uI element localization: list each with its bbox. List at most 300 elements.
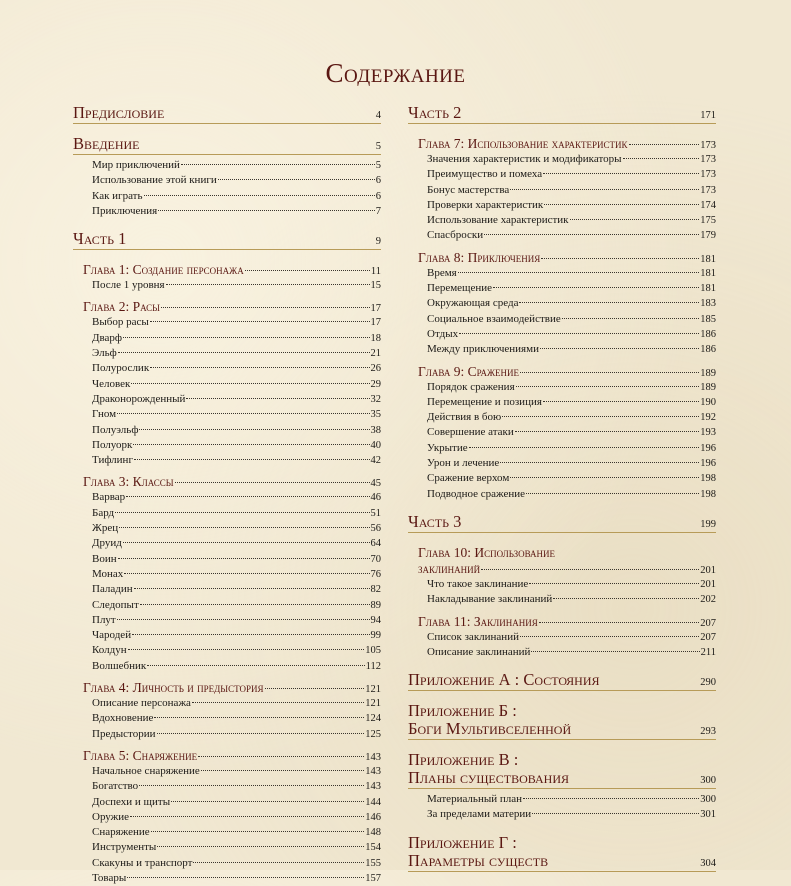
leader-dots xyxy=(529,583,699,584)
leader-dots xyxy=(186,398,369,399)
toc-entry[interactable] xyxy=(427,281,716,296)
toc-page-number: 121 xyxy=(365,698,381,710)
toc-chapter-11[interactable] xyxy=(418,614,716,630)
toc-entry[interactable] xyxy=(427,312,716,327)
toc-entry[interactable] xyxy=(92,521,381,536)
toc-entry-list xyxy=(408,577,716,608)
toc-entry[interactable] xyxy=(427,327,716,342)
leader-dots xyxy=(118,558,370,559)
toc-chapter-3[interactable] xyxy=(83,474,381,490)
toc-page-number: 5 xyxy=(375,160,381,171)
toc-chapter-8[interactable] xyxy=(418,250,716,266)
leader-dots xyxy=(539,622,700,623)
toc-entry-label: Следопыт xyxy=(92,598,139,611)
toc-page-number: 46 xyxy=(370,492,381,504)
toc-chapter-label-line1 xyxy=(418,545,716,561)
toc-entry[interactable] xyxy=(92,392,381,407)
toc-page-number: 193 xyxy=(700,427,716,439)
toc-page-number: 105 xyxy=(365,645,381,657)
toc-page-number: 121 xyxy=(365,684,381,696)
toc-page-number: 99 xyxy=(370,630,381,642)
toc-page-number: 198 xyxy=(700,473,716,485)
toc-entry-label: Использование этой книги xyxy=(92,174,217,187)
toc-entry-label: Действия в бою xyxy=(427,411,502,424)
toc-entry-label: Между приключениями xyxy=(427,343,539,356)
leader-dots xyxy=(484,234,699,235)
toc-entry[interactable] xyxy=(427,296,716,311)
toc-entry-list xyxy=(73,490,381,674)
leader-dots xyxy=(157,846,364,847)
toc-part-2[interactable] xyxy=(408,104,716,124)
toc-appendix-a[interactable] xyxy=(408,671,716,691)
toc-entry[interactable] xyxy=(92,795,381,810)
toc-entry[interactable] xyxy=(427,487,716,502)
toc-entry[interactable] xyxy=(92,582,381,597)
toc-page-number: 181 xyxy=(700,253,716,265)
toc-entry[interactable] xyxy=(427,152,716,167)
toc-part-1[interactable] xyxy=(73,230,381,250)
toc-entry[interactable] xyxy=(427,380,716,395)
toc-page-number: 155 xyxy=(365,857,381,869)
toc-entry-label: Время xyxy=(427,266,457,279)
toc-right-column xyxy=(408,104,716,872)
toc-entry[interactable] xyxy=(92,377,381,392)
toc-chapter-4[interactable] xyxy=(83,680,381,696)
leader-dots xyxy=(150,321,370,322)
toc-entry-label: Спасброски xyxy=(427,229,484,242)
toc-entry-list xyxy=(408,152,716,244)
toc-entry-label: Совершение атаки xyxy=(427,426,514,439)
leader-dots xyxy=(493,287,699,288)
leader-dots xyxy=(126,496,369,497)
toc-page-number: 171 xyxy=(700,110,716,121)
toc-page-number: 143 xyxy=(365,765,381,777)
toc-page-number: 202 xyxy=(700,594,716,606)
toc-page-number: 293 xyxy=(700,726,716,738)
leader-dots xyxy=(201,770,364,771)
toc-entry[interactable] xyxy=(427,213,716,228)
toc-entry[interactable] xyxy=(92,613,381,628)
toc-page-number: 154 xyxy=(365,842,381,854)
toc-entry[interactable] xyxy=(92,315,381,330)
toc-entry[interactable] xyxy=(427,592,716,607)
leader-dots xyxy=(481,569,699,570)
toc-entry-label: Мир приключений xyxy=(92,159,180,171)
toc-entry-label: Товары xyxy=(92,871,127,884)
toc-entry-label: Снаряжение xyxy=(92,826,150,839)
toc-entry[interactable] xyxy=(92,727,381,742)
toc-entry-label: Описание заклинаний xyxy=(427,645,531,658)
toc-entry-label: После 1 уровня xyxy=(92,279,165,292)
toc-heading-label: Часть 3 xyxy=(408,511,462,531)
toc-page-number: 56 xyxy=(370,523,381,535)
toc-page-number: 15 xyxy=(370,280,381,292)
toc-page-number: 143 xyxy=(365,751,381,763)
leader-dots xyxy=(132,634,369,635)
toc-entry[interactable] xyxy=(92,659,381,674)
leader-dots xyxy=(181,164,375,165)
toc-entry[interactable] xyxy=(92,346,381,361)
toc-entry-label: Чародей xyxy=(92,629,132,642)
toc-page-number: 174 xyxy=(700,199,716,211)
toc-page-number: 189 xyxy=(700,367,716,379)
toc-entry-label: Полурослик xyxy=(92,362,150,375)
toc-entry[interactable] xyxy=(92,567,381,582)
leader-dots xyxy=(134,588,370,589)
toc-entry[interactable] xyxy=(427,441,716,456)
toc-page-number: 196 xyxy=(700,458,716,470)
leader-dots xyxy=(519,302,699,303)
toc-entry[interactable] xyxy=(92,696,381,711)
leader-dots xyxy=(265,688,365,689)
toc-entry[interactable] xyxy=(92,438,381,453)
toc-page-number: 38 xyxy=(370,424,381,436)
toc-page-number: 173 xyxy=(700,184,716,196)
toc-entry-label: Бард xyxy=(92,506,115,519)
leader-dots xyxy=(629,144,700,145)
toc-heading-label: Параметры существ xyxy=(408,850,549,870)
toc-appendix-b[interactable] xyxy=(408,702,716,740)
toc-entry[interactable] xyxy=(427,577,716,592)
toc-entry[interactable] xyxy=(427,266,716,281)
toc-entry[interactable] xyxy=(92,204,381,219)
leader-dots xyxy=(175,482,370,483)
toc-chapter-9[interactable] xyxy=(418,364,716,380)
toc-chapter-label: Глава 8: Приключения xyxy=(418,249,541,265)
toc-entry-label: Волшебник xyxy=(92,659,147,672)
leader-dots xyxy=(166,284,370,285)
leader-dots xyxy=(245,270,370,271)
toc-page-number: 304 xyxy=(700,857,716,869)
leader-dots xyxy=(540,348,699,349)
toc-entry-list xyxy=(73,696,381,742)
toc-page-number: 196 xyxy=(700,442,716,454)
leader-dots xyxy=(127,877,364,878)
toc-entry-label: Описание персонажа xyxy=(92,697,191,710)
leader-dots xyxy=(131,383,369,384)
toc-entry-label: Полуорк xyxy=(92,438,133,451)
toc-entry[interactable] xyxy=(92,840,381,855)
toc-foreword[interactable] xyxy=(73,104,381,124)
toc-entry-list xyxy=(408,266,716,358)
toc-page-number: 211 xyxy=(700,646,716,658)
toc-entry[interactable] xyxy=(427,792,716,807)
toc-entry-label: Оружие xyxy=(92,810,130,823)
toc-entry-label: Варвар xyxy=(92,491,126,504)
leader-dots xyxy=(123,337,369,338)
toc-entry[interactable] xyxy=(92,871,381,886)
toc-page-number: 5 xyxy=(375,141,381,152)
toc-entry[interactable] xyxy=(92,536,381,551)
toc-chapter-label: Глава 9: Сражение xyxy=(418,363,520,379)
toc-heading-label: Часть 2 xyxy=(408,103,462,122)
toc-entry-label: За пределами материи xyxy=(427,808,532,821)
toc-page-number: 70 xyxy=(370,553,381,565)
leader-dots xyxy=(147,665,364,666)
toc-chapter-10[interactable] xyxy=(408,545,716,577)
toc-entry[interactable] xyxy=(92,764,381,779)
toc-entry[interactable] xyxy=(427,228,716,243)
toc-entry-label: Человек xyxy=(92,377,131,390)
toc-entry-label: Сражение верхом xyxy=(427,472,510,485)
toc-entry[interactable] xyxy=(427,425,716,440)
leader-dots xyxy=(469,447,700,448)
leader-dots xyxy=(117,413,369,414)
toc-page-number: 201 xyxy=(700,578,716,590)
toc-entry-label: Жрец xyxy=(92,522,119,535)
toc-entry-label: Приключения xyxy=(92,204,158,217)
toc-appendix-d[interactable] xyxy=(408,834,716,872)
toc-entry-label: Перемещение и позиция xyxy=(427,395,542,408)
leader-dots xyxy=(553,598,699,599)
leader-dots xyxy=(500,462,699,463)
toc-entry[interactable] xyxy=(427,630,716,645)
toc-heading-label: Предисловие xyxy=(73,103,165,122)
leader-dots xyxy=(515,431,699,432)
leader-dots xyxy=(192,702,364,703)
toc-entry[interactable] xyxy=(427,342,716,357)
toc-page-number: 89 xyxy=(370,599,381,611)
leader-dots xyxy=(119,527,369,528)
toc-page-number: 124 xyxy=(365,713,381,725)
toc-chapter-5[interactable] xyxy=(83,748,381,764)
leader-dots xyxy=(117,619,370,620)
toc-heading-label: Введение xyxy=(73,134,140,153)
leader-dots xyxy=(218,179,375,180)
leader-dots xyxy=(510,477,699,478)
toc-entry-label: Урон и лечение xyxy=(427,457,500,470)
toc-entry[interactable] xyxy=(92,423,381,438)
toc-page-number: 94 xyxy=(370,614,381,626)
toc-chapter-label: Глава 1: Создание персонажа xyxy=(83,262,244,278)
leader-dots xyxy=(458,272,700,273)
leader-dots xyxy=(161,307,369,308)
toc-entry-label: Порядок сражения xyxy=(427,380,515,393)
toc-page-number: 51 xyxy=(370,507,381,519)
toc-entry-list xyxy=(73,764,381,886)
toc-chapter-label: заклинаний xyxy=(418,560,481,576)
toc-entry[interactable] xyxy=(92,407,381,422)
toc-entry-label: Полуэльф xyxy=(92,423,139,436)
toc-page-number: 29 xyxy=(370,378,381,390)
toc-entry[interactable] xyxy=(92,856,381,871)
toc-chapter-label: Глава 11: Заклинания xyxy=(418,613,538,629)
toc-chapter-1[interactable] xyxy=(83,262,381,278)
toc-entry-label: Тифлинг xyxy=(92,454,133,467)
toc-page-number: 192 xyxy=(700,412,716,424)
toc-entry[interactable] xyxy=(92,643,381,658)
toc-entry-label: Что такое заклинание xyxy=(427,577,529,590)
leader-dots xyxy=(130,816,364,817)
leader-dots xyxy=(544,204,699,205)
toc-chapter-label: Глава 7: Использование характеристик xyxy=(418,136,628,151)
leader-dots xyxy=(139,785,364,786)
toc-entry[interactable] xyxy=(92,490,381,505)
toc-heading-label: Приложение В : xyxy=(408,750,519,770)
toc-entry[interactable] xyxy=(427,167,716,182)
toc-entry[interactable] xyxy=(92,453,381,468)
toc-page-number: 181 xyxy=(700,283,716,295)
leader-dots xyxy=(133,444,369,445)
toc-page-number: 185 xyxy=(700,313,716,325)
toc-page-number: 7 xyxy=(375,205,381,217)
toc-page-number: 186 xyxy=(700,344,716,356)
leader-dots xyxy=(562,318,700,319)
toc-entry[interactable] xyxy=(92,278,381,293)
toc-entry[interactable] xyxy=(92,506,381,521)
toc-entry-label: Проверки характеристик xyxy=(427,198,544,211)
toc-page-number: 144 xyxy=(365,796,381,808)
leader-dots xyxy=(150,367,369,368)
toc-appendix-c[interactable] xyxy=(408,751,716,789)
toc-page-number: 290 xyxy=(700,677,716,689)
toc-entry[interactable] xyxy=(92,361,381,376)
toc-page-number: 198 xyxy=(700,488,716,500)
toc-page-number: 112 xyxy=(365,660,381,672)
leader-dots xyxy=(523,798,699,799)
toc-page-number: 186 xyxy=(700,328,716,340)
toc-entry[interactable] xyxy=(92,779,381,794)
leader-dots xyxy=(171,801,364,802)
toc-part-3[interactable] xyxy=(408,513,716,533)
leader-dots xyxy=(459,333,699,334)
page-title: Содержание xyxy=(325,58,466,88)
leader-dots xyxy=(543,401,699,402)
toc-chapter-label-line2 xyxy=(418,561,716,577)
toc-chapter-2[interactable] xyxy=(83,299,381,315)
toc-chapter-label: Глава 3: Классы xyxy=(83,474,174,490)
leader-dots xyxy=(151,831,365,832)
toc-page-number: 18 xyxy=(370,332,381,344)
leader-dots xyxy=(193,862,364,863)
leader-dots xyxy=(158,210,375,211)
leader-dots xyxy=(532,813,699,814)
toc-chapter-label: Глава 10: Использование xyxy=(418,544,556,560)
toc-entry-list xyxy=(73,278,381,293)
toc-entry-label: Окружающая среда xyxy=(427,297,519,310)
toc-entry-label: Выбор расы xyxy=(92,316,149,329)
toc-entry-label: Перемещение xyxy=(427,282,493,295)
toc-entry[interactable] xyxy=(427,395,716,410)
toc-entry[interactable] xyxy=(92,825,381,840)
toc-page-number: 181 xyxy=(700,267,716,279)
toc-heading-label: Боги Мультивселенной xyxy=(408,719,572,739)
leader-dots xyxy=(123,542,370,543)
toc-entry-label: Плут xyxy=(92,613,116,626)
leader-dots xyxy=(124,573,369,574)
toc-page-number: 82 xyxy=(370,584,381,596)
toc-entry-label: Преимущество и помеха xyxy=(427,168,543,181)
toc-entry[interactable] xyxy=(427,807,716,822)
toc-page-number: 35 xyxy=(370,409,381,421)
toc-page-number: 157 xyxy=(365,872,381,884)
toc-page-number: 148 xyxy=(365,827,381,839)
toc-page-number: 300 xyxy=(700,775,716,787)
leader-dots xyxy=(198,756,364,757)
leader-dots xyxy=(526,493,699,494)
toc-page-number: 26 xyxy=(370,363,381,375)
leader-dots xyxy=(570,219,700,220)
toc-heading-label: Приложение А : Состояния xyxy=(408,670,600,690)
toc-entry-list xyxy=(73,158,381,219)
toc-entry[interactable] xyxy=(92,598,381,613)
toc-page-number: 9 xyxy=(375,236,381,248)
toc-page-number: 201 xyxy=(700,564,716,576)
toc-entry-label: Монах xyxy=(92,567,124,580)
toc-page-number: 190 xyxy=(700,396,716,408)
toc-page-number: 40 xyxy=(370,439,381,451)
toc-entry[interactable] xyxy=(427,456,716,471)
toc-introduction[interactable] xyxy=(73,135,381,155)
leader-dots xyxy=(541,258,699,259)
toc-entry-label: Бонус мастерства xyxy=(427,183,510,196)
toc-page-number: 207 xyxy=(700,631,716,643)
leader-dots xyxy=(144,195,375,196)
toc-heading-label: Приложение Б : xyxy=(408,701,517,721)
toc-page-number: 11 xyxy=(370,266,381,278)
toc-entry[interactable] xyxy=(92,628,381,643)
leader-dots xyxy=(115,512,369,513)
toc-entry[interactable] xyxy=(92,158,381,173)
leader-dots xyxy=(520,636,699,637)
toc-page-number: 76 xyxy=(370,568,381,580)
leader-dots xyxy=(140,604,370,605)
toc-page-number: 17 xyxy=(370,317,381,329)
toc-entry[interactable] xyxy=(427,645,716,660)
leader-dots xyxy=(139,429,369,430)
toc-page-number: 179 xyxy=(700,230,716,242)
toc-chapter-label: Глава 2: Расы xyxy=(83,299,161,315)
toc-page-number: 207 xyxy=(700,617,716,629)
toc-entry-label: Скакуны и транспорт xyxy=(92,856,193,869)
toc-page-number: 143 xyxy=(365,781,381,793)
toc-entry[interactable] xyxy=(92,552,381,567)
toc-entry-label: Паладин xyxy=(92,583,133,596)
toc-entry-label: Богатство xyxy=(92,780,139,793)
toc-entry-label: Вдохновение xyxy=(92,712,154,725)
toc-entry[interactable] xyxy=(92,711,381,726)
toc-page-number: 125 xyxy=(365,728,381,740)
toc-entry-label: Использование характеристик xyxy=(427,214,569,227)
toc-entry[interactable] xyxy=(427,183,716,198)
toc-entry-label: Друид xyxy=(92,537,122,550)
toc-entry-label: Укрытие xyxy=(427,441,468,454)
toc-page-number: 45 xyxy=(370,478,381,490)
toc-entry-label: Как играть xyxy=(92,189,143,202)
toc-entry-label: Инструменты xyxy=(92,841,157,854)
toc-entry[interactable] xyxy=(92,189,381,204)
toc-entry-label: Начальное снаряжение xyxy=(92,764,200,777)
toc-entry-list xyxy=(408,380,716,502)
toc-entry[interactable] xyxy=(92,810,381,825)
toc-entry-label: Значения характеристик и модификаторы xyxy=(427,153,622,165)
toc-entry-label: Материальный план xyxy=(427,793,522,806)
toc-entry[interactable] xyxy=(92,331,381,346)
toc-entry[interactable] xyxy=(427,471,716,486)
toc-page-number: 4 xyxy=(375,110,381,121)
toc-entry[interactable] xyxy=(427,410,716,425)
toc-entry[interactable] xyxy=(427,198,716,213)
leader-dots xyxy=(531,651,699,652)
toc-chapter-7[interactable] xyxy=(418,136,716,152)
toc-page-number: 6 xyxy=(375,190,381,202)
toc-page-number: 199 xyxy=(700,518,716,530)
toc-heading-label: Приложение Г : xyxy=(408,832,517,852)
leader-dots xyxy=(118,352,370,353)
toc-page-number: 173 xyxy=(700,169,716,181)
toc-page-number: 17 xyxy=(370,303,381,315)
toc-entry[interactable] xyxy=(92,173,381,188)
